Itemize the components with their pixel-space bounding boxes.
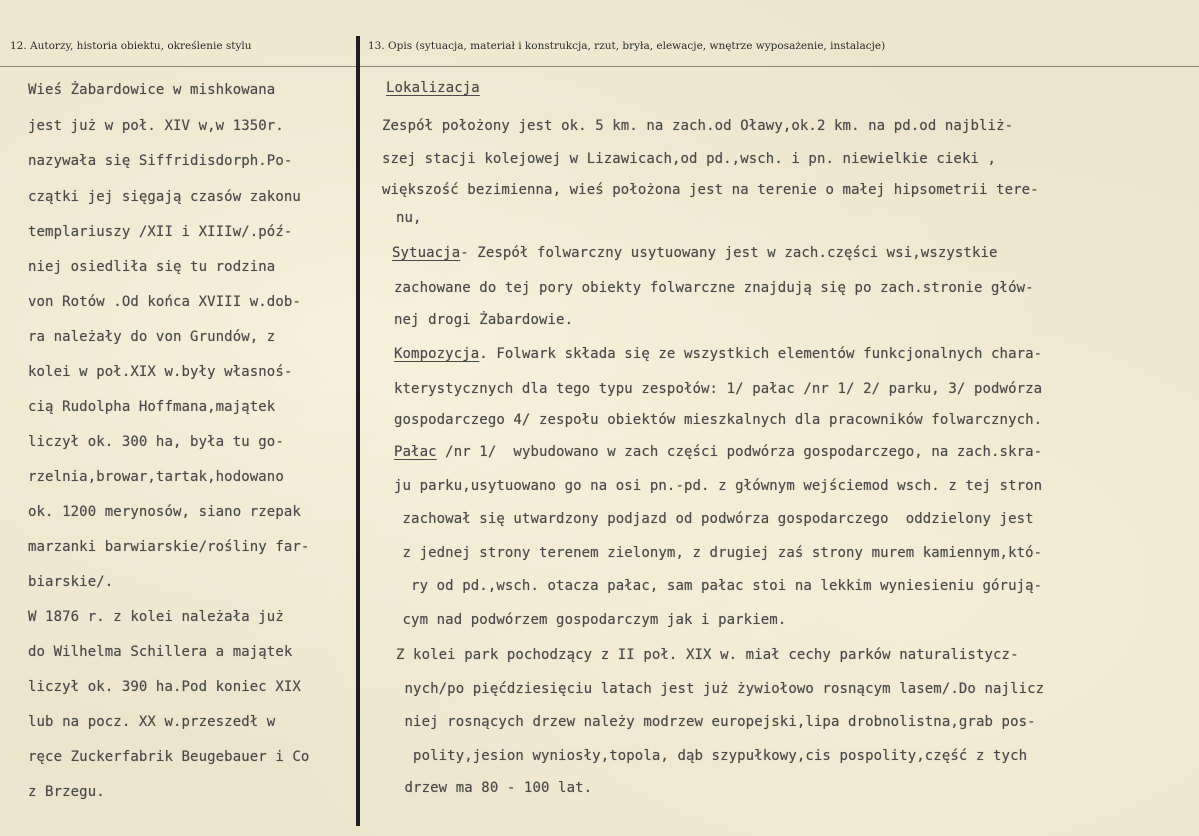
description-line: nych/po pięćdziesięciu latach jest już żywiołowo rosnącym lasem/.Do najlicz xyxy=(396,681,1045,697)
palac-label: Pałac xyxy=(394,444,437,460)
history-line: liczył ok. 300 ha, była tu go- xyxy=(28,434,284,450)
sytuacja-paragraph-start xyxy=(392,245,998,261)
description-line: cym nad podwórzem gospodarczym jak i parkiem. xyxy=(394,612,787,628)
description-column xyxy=(360,0,1199,836)
kompozycja-label: Kompozycja xyxy=(394,346,480,362)
kompozycja-first-line: . Folwark składa się ze wszystkich elementów funkcjonalnych chara- xyxy=(479,346,1043,362)
description-line: niej rosnących drzew należy modrzew europejski,lipa drobnolistna,grab pos- xyxy=(396,714,1036,730)
description-line: większość bezimienna, wieś położona jest na terenie o małej hipsometrii tere- xyxy=(382,182,1039,198)
history-line: kolei w poł.XIX w.były własnoś- xyxy=(28,364,293,380)
sytuacja-first-line: - Zespół folwarczny usytuowany jest w zach.części wsi,wszystkie xyxy=(460,245,998,261)
history-line: ręce Zuckerfabrik Beugebauer i Co xyxy=(28,749,310,765)
history-line: do Wilhelma Schillera a majątek xyxy=(28,644,293,660)
palac-paragraph-start xyxy=(394,444,1042,460)
history-line: W 1876 r. z kolei należała już xyxy=(28,609,284,625)
description-line: nu, xyxy=(396,210,422,226)
kompozycja-paragraph-start xyxy=(394,346,1042,362)
description-line: nej drogi Żabardowie. xyxy=(394,312,574,328)
history-line: czątki jej sięgają czasów zakonu xyxy=(28,189,301,205)
lokalizacja-heading: Lokalizacja xyxy=(386,80,480,96)
description-line: drzew ma 80 - 100 lat. xyxy=(396,780,593,796)
history-line: ra należały do von Grundów, z xyxy=(28,329,276,345)
history-line: niej osiedliła się tu rodzina xyxy=(28,259,276,275)
section-13-header: 13. Opis (sytuacja, materiał i konstrukcja, rzut, bryła, elewacje, wnętrze wyposażenie, instalacje) xyxy=(368,40,886,52)
sytuacja-label: Sytuacja xyxy=(392,245,461,261)
history-line: Wieś Żabardowice w mishkowana xyxy=(28,82,276,98)
description-line: ju parku,usytuowano go na osi pn.-pd. z głównym wejściemod wsch. z tej stron xyxy=(394,478,1043,494)
description-line: polity,jesion wyniosły,topola, dąb szypułkowy,cis pospolity,część z tych xyxy=(396,748,1028,764)
history-line: ok. 1200 merynosów, siano rzepak xyxy=(28,504,301,520)
description-line: Zespół położony jest ok. 5 km. na zach.od Oławy,ok.2 km. na pd.od najbliż- xyxy=(382,118,1014,134)
description-line: gospodarczego 4/ zespołu obiektów mieszkalnych dla pracowników folwarcznych. xyxy=(394,412,1043,428)
history-line: biarskie/. xyxy=(28,574,114,590)
description-line: kterystycznych dla tego typu zespołów: 1/ pałac /nr 1/ 2/ parku, 3/ podwórza xyxy=(394,381,1043,397)
history-line: z Brzegu. xyxy=(28,784,105,800)
history-line: marzanki barwiarskie/rośliny far- xyxy=(28,539,310,555)
history-column xyxy=(0,0,356,836)
history-line: rzelnia,browar,tartak,hodowano xyxy=(28,469,284,485)
history-line: cią Rudolpha Hoffmana,majątek xyxy=(28,399,276,415)
description-line: zachował się utwardzony podjazd od podwórza gospodarczego oddzielony jest xyxy=(394,511,1034,527)
history-line: nazywała się Siffridisdorph.Po- xyxy=(28,153,293,169)
description-line: zachowane do tej pory obiekty folwarczne znajdują się po zach.stronie głów- xyxy=(394,280,1034,296)
history-line: templariuszy /XII i XIIIw/.póź- xyxy=(28,224,293,240)
palac-first-line: /nr 1/ wybudowano w zach części podwórza gospodarczego, na zach.skra- xyxy=(436,444,1043,460)
section-12-header: 12. Autorzy, historia obiektu, określenie stylu xyxy=(10,40,252,52)
description-line: ry od pd.,wsch. otacza pałac, sam pałac stoi na lekkim wyniesieniu górują- xyxy=(394,578,1043,594)
history-line: lub na pocz. XX w.przeszedł w xyxy=(28,714,276,730)
history-line: von Rotów .Od końca XVIII w.dob- xyxy=(28,294,301,310)
description-line: szej stacji kolejowej w Lizawicach,od pd.,wsch. i pn. niewielkie cieki , xyxy=(382,151,997,167)
description-line: Z kolei park pochodzący z II poł. XIX w. miał cechy parków naturalistycz- xyxy=(396,647,1019,663)
description-line: z jednej strony terenem zielonym, z drugiej zaś strony murem kamiennym,któ- xyxy=(394,545,1043,561)
history-line: liczył ok. 390 ha.Pod koniec XIX xyxy=(28,679,301,695)
history-line: jest już w poł. XIV w,w 1350r. xyxy=(28,118,284,134)
